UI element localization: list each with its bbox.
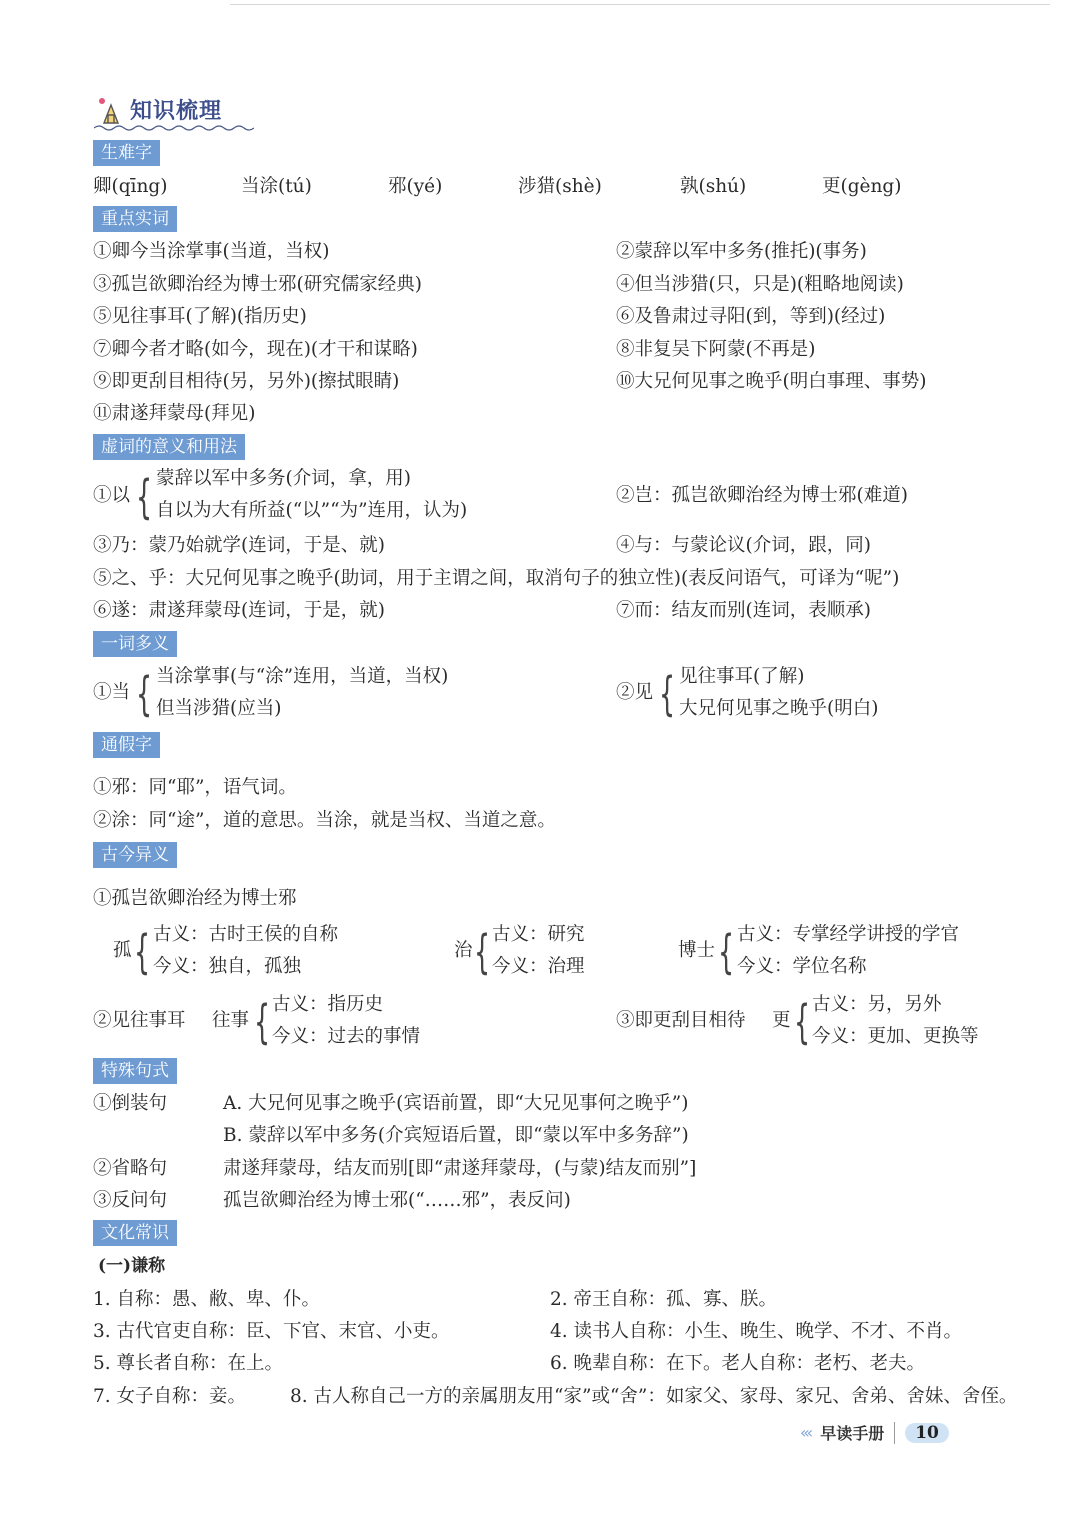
brace: {: [474, 925, 491, 979]
tongjia-item: ②涂：同“途”，道的意思。当涂，就是当权、当道之意。: [93, 810, 556, 831]
gujin-example: ②见往事耳: [93, 1010, 186, 1031]
char-item: 孰(shú): [680, 176, 747, 197]
gujin-old: 古义：专掌经学讲授的学官: [737, 924, 960, 945]
shici-item: ⑧非复吴下阿蒙(不再是): [616, 339, 816, 360]
gujin-old: 古义：指历史: [272, 994, 384, 1015]
section-label-teshu: 特殊句式: [93, 1058, 177, 1084]
duoyi-label: ②见: [616, 682, 654, 703]
page-footer: [800, 1421, 949, 1444]
brace: {: [136, 667, 153, 721]
gujin-new: 今义：学位名称: [737, 956, 867, 977]
xuci-item: 蒙辞以军中多务(介词，拿，用): [156, 468, 411, 489]
divider: [894, 1422, 895, 1444]
gujin-old: 古义：研究: [492, 924, 585, 945]
brace: {: [254, 995, 271, 1049]
teshu-label: ①倒装句: [93, 1093, 168, 1114]
shici-item: ⑦卿今者才略(如今，现在)(才干和谋略): [93, 339, 418, 360]
wave-underline: [94, 124, 254, 132]
wenhua-item: 5. 尊长者自称：在上。: [93, 1353, 284, 1374]
back-arrows-icon: ‹‹‹: [800, 1423, 811, 1442]
page-number: 10: [905, 1423, 949, 1443]
pencil-house-icon: [96, 95, 126, 125]
shici-item: ⑤见往事耳(了解)(指历史): [93, 306, 307, 327]
char-item: 邪(yé): [388, 176, 443, 197]
gujin-old: 古义：古时王侯的自称: [153, 924, 339, 945]
section-label-wenhua: 文化常识: [93, 1220, 177, 1246]
xuci-item: ③乃：蒙乃始就学(连词，于是、就): [93, 535, 385, 556]
page-title: 知识梳理: [130, 99, 223, 124]
teshu-label: ③反问句: [93, 1190, 168, 1211]
gujin-old: 古义：另，另外: [812, 994, 942, 1015]
wenhua-item: 7. 女子自称：妾。: [93, 1386, 247, 1407]
xuci-item: ⑤之、乎：大兄何见事之晚乎(助词，用于主谓之间，取消句子的独立性)(表反问语气，可译为“呢”): [93, 568, 900, 589]
gujin-example: ①孤岂欲卿治经为博士邪: [93, 888, 297, 909]
duoyi-item: 见往事耳(了解): [679, 666, 805, 687]
teshu-item: B. 蒙辞以军中多务(介宾短语后置，即“蒙以军中多务辞”): [223, 1125, 689, 1146]
teshu-item: A. 大兄何见事之晚乎(宾语前置，即“大兄见事何之晚乎”): [223, 1093, 689, 1114]
duoyi-item: 但当涉猎(应当): [156, 698, 282, 719]
shici-item: ⑪肃遂拜蒙母(拜见): [93, 403, 256, 424]
gujin-new: 今义：独自，孤独: [153, 956, 302, 977]
char-item: 更(gèng): [822, 176, 902, 197]
teshu-item: 孤岂欲卿治经为博士邪(“……邪”，表反问): [223, 1190, 571, 1211]
wenhua-item: 6. 晚辈自称：在下。老人自称：老朽、老夫。: [550, 1353, 926, 1374]
brace: {: [134, 925, 151, 979]
gujin-example: ③即更刮目相待: [616, 1010, 746, 1031]
section-label-tongjia: 通假字: [93, 732, 160, 758]
brace: {: [718, 925, 735, 979]
shici-item: ⑩大兄何见事之晚乎(明白事理、事势): [616, 371, 927, 392]
char-item: 当涂(tú): [241, 176, 312, 197]
shici-item: ②蒙辞以军中多务(推托)(事务): [616, 241, 867, 262]
wenhua-item: 2. 帝王自称：孤、寡、朕。: [550, 1289, 778, 1310]
teshu-item: 肃遂拜蒙母，结友而别[即“肃遂拜蒙母，(与蒙)结友而别”]: [223, 1158, 697, 1179]
gujin-new: 今义：过去的事情: [272, 1026, 421, 1047]
duoyi-item: 当涂掌事(与“涂”连用，当道，当权): [156, 666, 449, 687]
shici-item: ③孤岂欲卿治经为博士邪(研究儒家经典): [93, 274, 422, 295]
duoyi-label: ①当: [93, 682, 131, 703]
page-top-rule: [230, 4, 1050, 5]
section-label-gujin: 古今异义: [93, 842, 177, 868]
shici-item: ①卿今当涂掌事(当道，当权): [93, 241, 330, 262]
gujin-word: 往事: [212, 1010, 250, 1031]
brace: {: [659, 667, 676, 721]
gujin-word: 博士: [678, 940, 716, 961]
gujin-word: 治: [454, 940, 473, 961]
wenhua-item: 3. 古代官吏自称：臣、下官、末官、小吏。: [93, 1321, 450, 1342]
tongjia-item: ①邪：同“耶”，语气词。: [93, 777, 297, 798]
section-header: [96, 94, 222, 125]
section-label-shengnanzi: 生难字: [93, 140, 160, 166]
wenhua-item: 8. 古人称自己一方的亲属朋友用“家”或“舍”：如家父、家母、家兄、舍弟、舍妹、舍侄。: [290, 1386, 1018, 1407]
xuci-item: ②岂：孤岂欲卿治经为博士邪(难道): [616, 485, 908, 506]
section-label-shici: 重点实词: [93, 206, 177, 232]
char-item: 涉猎(shè): [518, 176, 602, 197]
wenhua-subheading: (一)谦称: [98, 1256, 166, 1276]
duoyi-item: 大兄何见事之晚乎(明白): [679, 698, 879, 719]
shici-item: ⑨即更刮目相待(另，另外)(擦拭眼睛): [93, 371, 400, 392]
book-title: 早读手册: [820, 1424, 885, 1443]
section-label-xuci: 虚词的意义和用法: [93, 434, 245, 460]
char-item: 卿(qīng): [93, 176, 168, 197]
brace: {: [136, 470, 153, 524]
xuci-item: ④与：与蒙论议(介词，跟，同): [616, 535, 871, 556]
teshu-label: ②省略句: [93, 1158, 168, 1179]
gujin-word: 孤: [113, 940, 132, 961]
gujin-word: 更: [772, 1010, 791, 1031]
xuci-item: ⑦而：结友而别(连词，表顺承): [616, 600, 871, 621]
gujin-new: 今义：治理: [492, 956, 585, 977]
gujin-new: 今义：更加、更换等: [812, 1026, 979, 1047]
shici-item: ⑥及鲁肃过寻阳(到，等到)(经过): [616, 306, 886, 327]
wenhua-item: 4. 读书人自称：小生、晚生、晚学、不才、不肖。: [550, 1321, 963, 1342]
shici-item: ④但当涉猎(只，只是)(粗略地阅读): [616, 274, 904, 295]
xuci-item: 自以为大有所益(“以”“为”连用，认为): [156, 500, 468, 521]
xuci-item: ⑥遂：肃遂拜蒙母(连词，于是，就): [93, 600, 385, 621]
wenhua-item: 1. 自称：愚、敝、卑、仆。: [93, 1289, 321, 1310]
brace: {: [794, 995, 811, 1049]
section-label-duoyi: 一词多义: [93, 631, 177, 657]
xuci-label: ①以: [93, 485, 131, 506]
